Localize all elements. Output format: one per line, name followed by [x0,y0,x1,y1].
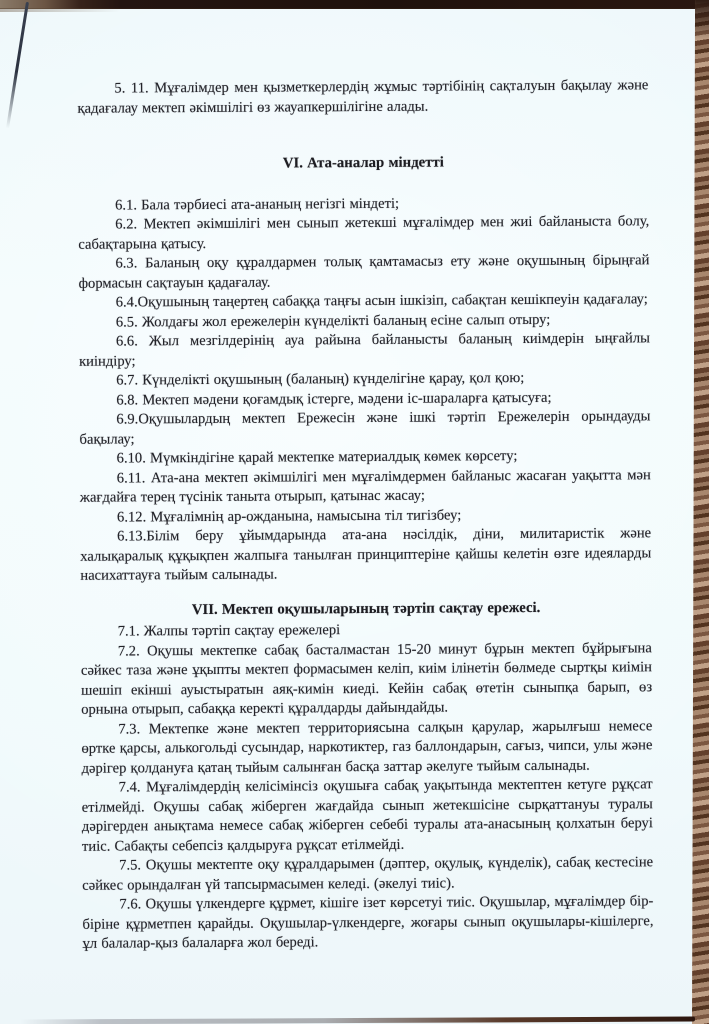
rule-item-6-13: 6.13.Білім беру ұйымдарында ата-ана нәсілдік, діни, милитаристік және халықаралық құқықпен жалпыға танылған принциптеріне қайшы келетін өзге идеяларды насихаттауға тыйым салынады. [80,525,652,584]
rule-item-6-1: 6.1. Бала тәрбиесі ата-ананың негізгі міндеті; [115,195,400,214]
backdrop-right-edge [692,0,709,1024]
rule-item-6-5: 6.5. Жолдағы жол ережелерін күнделікті баланың есіне салып отыру; [115,311,551,331]
paragraph-5-11: 5. 11. Мұғалімдер мен қызметкерлердің жұмыс тәртібінің сақталуын бақылау және қадағалау мектеп әкімшілігі өз жауапкершілігіне алады. [77,77,649,117]
document-content [77,76,653,954]
rule-item-6-3: 6.3. Баланың оқу құралдармен толық қамтамасыз ету және оқушының бірыңғай формасын сақтауын қадағалау. [78,252,650,292]
rule-item-6-4: 6.4.Оқушының таңертең сабаққа таңғы асын ішкізіп, сабақтан кешікпеуін қадағалау; [115,291,648,311]
rule-item-6-12: 6.12. Мұғалімнің ар-ожданына, намысына тіл тигізбеу; [116,506,462,526]
paper-left-edge-line [6,2,29,129]
rule-item-6-2: 6.2. Мектеп әкімшілігі мен сынып жетекші мұғалімдер мен жиі байланыста болу, сабақтарына қатысу. [78,213,650,253]
rule-item-6-7: 6.7. Күнделікті оқушының (баланың) күнделігіне қарау, қол қою; [116,370,525,389]
rule-item-6-11: 6.11. Ата-ана мектеп әкімшілігі мен мұғалімдермен байланыс жасаған уақытта мән жағдайға терең түсінік таныта отырып, қатынас жасау; [79,466,651,506]
rule-item-7-5: 7.5. Оқушы мектепте оқу құралдарымен (дәптер, оқулық, күнделік), сабақ кестесіне сәйкес орындалған үй тапсырмасымен келеді. (әкелуі тиіс). [82,854,654,894]
rule-item-7-3: 7.3. Мектепке және мектеп территориясына салқын қарулар, жарылғыш немесе өртке қарсы, алькогольді сусындар, наркотиктер, газ баллондарын, сағыз, чипси, улы және дәрігер қолдануға қатаң тыйым салынған басқа заттар әкелуге тыйым салынады. [81,717,653,777]
section-vii-heading: VII. Мектеп оқушыларының тәртіп сақтау ережесі. [191,599,541,618]
rule-item-6-6: 6.6. Жыл мезгілдерінің ауа райына байланысты баланың киімдерін ыңғайлы киіндіру; [79,330,650,370]
rule-item-7-2: 7.2. Оқушы мектепке сабақ басталмастан 15-20 минут бұрын мектеп бұйрығына сәйкес таза және ұқыпты мектеп формасымен келіп, киім ілінетін бөлмеде сыртқы киімін шешіп екінші ауыстыратын аяқ-кимін киеді. Кейін сабақ өтетін сыныпқа барып, өз орнына отырып, сабаққа керекті құралдарды дайындайды. [80,639,653,718]
rule-item-7-6: 7.6. Оқушы үлкендерге құрмет, кішіге ізет көрсетуі тиіс. Оқушылар, мұғалімдер бір-біріне құрметпен қарайды. Оқушылар-үлкендерге, жоғары сынып оқушылары-кішілерге, ұл балалар-қыз балаларға жол береді. [82,893,654,952]
rule-item-7-1: 7.1. Жалпы тәртіп сақтау ережелері [117,622,341,640]
rule-item-6-9: 6.9.Оқушылардың мектеп Ережесін және ішкі тәртіп Ережелерін орындауды бақылау; [79,408,651,448]
rule-item-6-10: 6.10. Мүмкіндігіне қарай мектепке материалдық көмек көрсету; [116,448,518,467]
paper-bottom-edge [20,1017,695,1024]
rule-item-6-8: 6.8. Мектеп мәдени қоғамдық істерге, мәдени іс-шараларға қатысуға; [116,389,552,409]
paper-top-edge [0,0,709,9]
section-vi-heading: VI. Ата-аналар міндетті [282,154,444,172]
rule-item-7-4: 7.4. Мұғалімдердің келісімінсіз оқушыға сабақ уақытында мектептен кетуге рұқсат етілмейді. Оқушы сабақ жіберген жағдайда сынып жетекшісіне сырқаттануы туралы дәрігерден анықтама немесе сабақ жіберген себебі туралы ата-анасының қолхатын беруі тиіс. Сабақты себепсіз қалдыруға рұқсат етілмейді. [81,776,653,855]
